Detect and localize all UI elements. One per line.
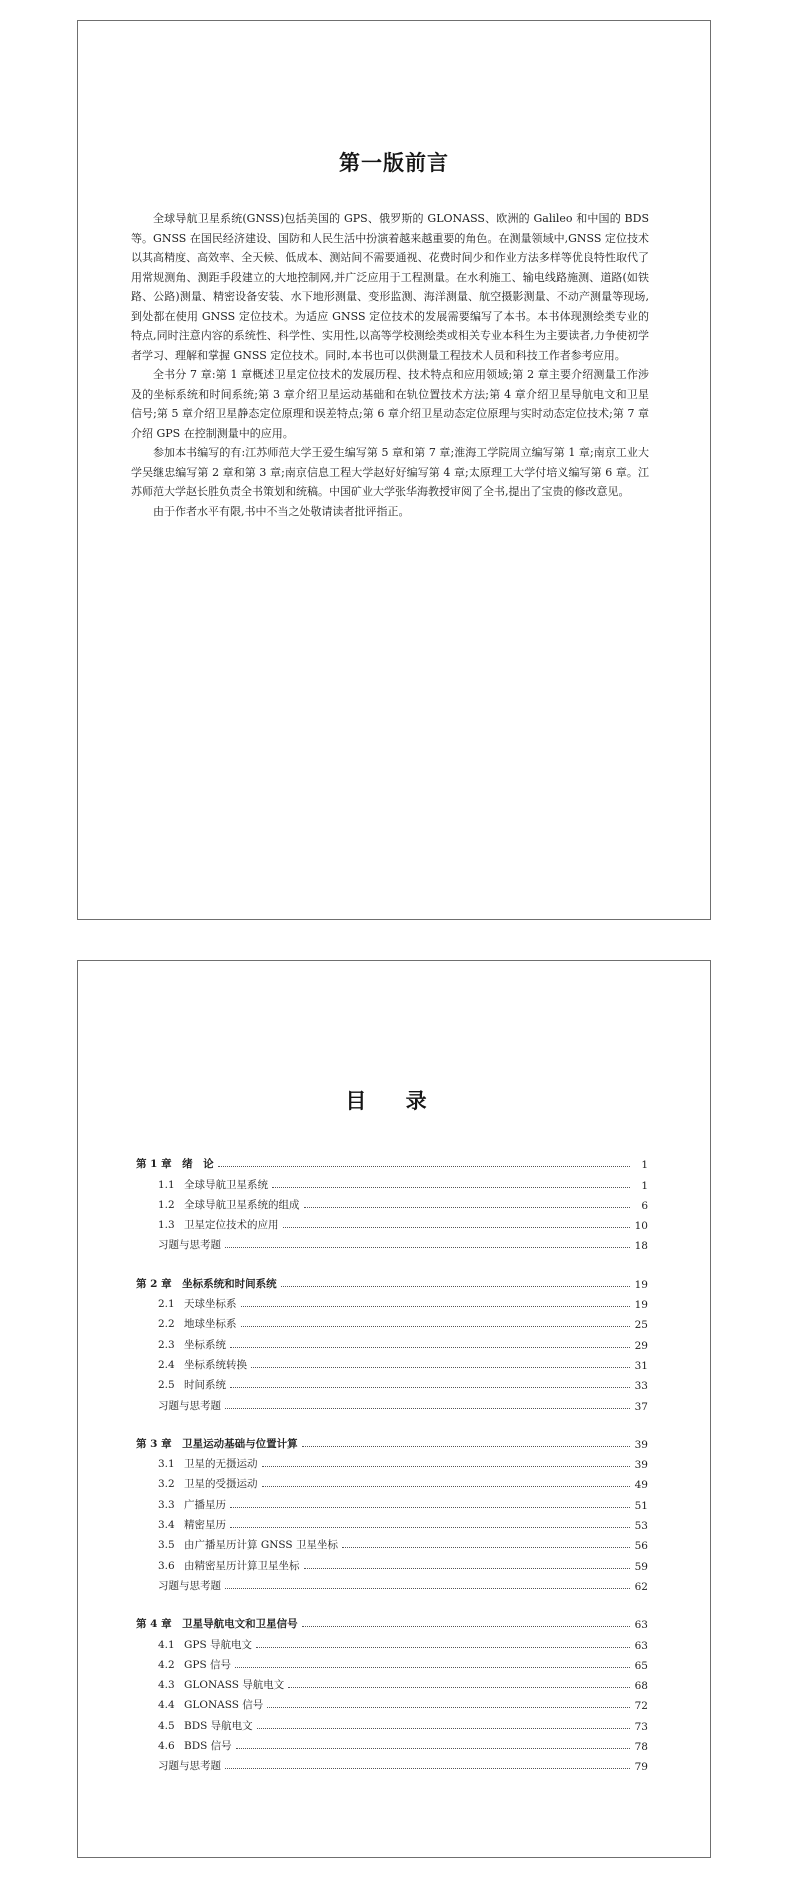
toc-page-number: 62 [634, 1580, 648, 1593]
dot-leader [241, 1325, 631, 1327]
toc-entry-label [158, 1316, 237, 1331]
toc-entry-label [158, 1738, 232, 1753]
toc-section-number: 4.5 [158, 1719, 175, 1732]
toc-list [136, 1151, 648, 1791]
toc-title: 目 录 [345, 1088, 443, 1113]
toc-section-number: 4.1 [158, 1638, 175, 1651]
toc-section-entry[interactable] [136, 1451, 648, 1471]
toc-section-number: 3.6 [158, 1559, 175, 1572]
toc-entry-label [158, 1177, 268, 1192]
toc-entry-label [158, 1217, 279, 1232]
toc-entry-label [158, 1578, 221, 1593]
toc-page-number: 19 [634, 1278, 648, 1291]
toc-page-number: 39 [634, 1459, 648, 1472]
toc-page-number: 63 [634, 1639, 648, 1652]
toc-section-number: 4.2 [158, 1658, 175, 1671]
toc-entry-label [158, 1357, 247, 1372]
toc-section-entry[interactable] [136, 1552, 648, 1572]
toc-page-number: 51 [634, 1499, 648, 1512]
toc-section-number: 3.1 [158, 1458, 175, 1471]
toc-entry-title: GPS 信号 [184, 1658, 231, 1671]
preface-title: 第一版前言 [339, 150, 449, 175]
dot-leader [218, 1165, 630, 1167]
toc-entry-label [158, 1456, 258, 1471]
toc-page-number: 63 [634, 1619, 648, 1632]
toc-page-number: 19 [634, 1299, 648, 1312]
toc-section-number: 3.5 [158, 1539, 175, 1552]
toc-entry-title: 时间系统 [184, 1379, 226, 1392]
toc-page-number: 56 [634, 1540, 648, 1553]
dot-leader [225, 1246, 630, 1248]
toc-page-number: 79 [634, 1761, 648, 1774]
toc-entry-label [158, 1758, 221, 1773]
toc-entry-title: 地球坐标系 [184, 1318, 237, 1331]
toc-page-number: 6 [641, 1199, 648, 1212]
toc-section-entry[interactable] [136, 1733, 648, 1753]
toc-entry-label [158, 1537, 338, 1552]
dot-leader [281, 1285, 630, 1287]
toc-entry-title: 由精密星历计算卫星坐标 [184, 1559, 300, 1572]
toc-page-number: 25 [634, 1319, 648, 1332]
toc-section-number: 3.3 [158, 1498, 175, 1511]
toc-exercise-entry[interactable] [136, 1392, 648, 1412]
toc-page [77, 960, 711, 1858]
toc-page-number: 53 [634, 1520, 648, 1533]
toc-entry-label [158, 1398, 221, 1413]
preface-paragraph: 全书分 7 章:第 1 章概述卫星定位技术的发展历程、技术特点和应用领域;第 2 章主要介绍测量工作涉及的坐标系统和时间系统;第 3 章介绍卫星运动基础和在轨位置技术方法;第 4 章介绍卫星导航电文和卫星信号;第 5 章介绍卫星静态定位原理和误差特点;第 6 章介绍卫星动态定位原理与实时动态定位技术;第 7 章介绍 GPS 在控制测量中的应用。 [131, 368, 649, 440]
toc-page-number: 65 [634, 1659, 648, 1672]
dot-leader [251, 1366, 630, 1368]
toc-section-number: 1.1 [158, 1178, 175, 1191]
toc-entry-title: 习题与思考题 [158, 1399, 221, 1412]
toc-entry-title: 天球坐标系 [184, 1298, 237, 1311]
toc-entry-title: 第 3 章 卫星运动基础与位置计算 [136, 1437, 298, 1450]
dot-leader [230, 1386, 630, 1388]
toc-entry-title: 习题与思考题 [158, 1760, 221, 1773]
toc-chapter-block [136, 1270, 648, 1412]
toc-entry-title: 第 1 章 绪 论 [136, 1158, 214, 1171]
toc-section-entry[interactable] [136, 1712, 648, 1732]
toc-entry-label [158, 1337, 226, 1352]
toc-entry-label [158, 1296, 237, 1311]
dot-leader [230, 1346, 630, 1348]
toc-entry-title: GLONASS 导航电文 [184, 1679, 285, 1692]
toc-entry-title: 全球导航卫星系统 [184, 1178, 268, 1191]
toc-chapter-entry[interactable] [136, 1611, 648, 1631]
preface-paragraph: 参加本书编写的有:江苏师范大学王爱生编写第 5 章和第 7 章;淮海工学院周立编写第 1 章;南京工业大学吴继忠编写第 2 章和第 3 章;南京信息工程大学赵好好编写第 4 章;太原理工大学付培义编写第 6 章。江苏师范大学赵长胜负责全书策划和统稿。中国矿业大学张华海教授审阅了全书,提出了宝贵的修改意见。 [131, 446, 649, 498]
dot-leader [262, 1485, 631, 1487]
toc-entry-label [158, 1657, 231, 1672]
dot-leader [236, 1747, 630, 1749]
toc-section-entry[interactable] [136, 1331, 648, 1351]
toc-page-number: 49 [634, 1479, 648, 1492]
toc-entry-title: 精密星历 [184, 1519, 226, 1532]
toc-entry-label [158, 1377, 226, 1392]
toc-section-number: 3.2 [158, 1478, 175, 1491]
toc-section-number: 2.5 [158, 1379, 175, 1392]
dot-leader [230, 1526, 630, 1528]
toc-page-number: 39 [634, 1438, 648, 1451]
toc-entry-title: 习题与思考题 [158, 1579, 221, 1592]
toc-entry-label [158, 1677, 284, 1692]
toc-chapter-entry[interactable] [136, 1151, 648, 1171]
toc-page-number: 31 [634, 1359, 648, 1372]
dot-leader [225, 1767, 630, 1769]
toc-entry-title: GLONASS 信号 [184, 1699, 264, 1712]
toc-section-entry[interactable] [136, 1311, 648, 1331]
toc-section-entry[interactable] [136, 1471, 648, 1491]
toc-entry-label [158, 1718, 253, 1733]
toc-section-number: 4.4 [158, 1699, 175, 1712]
toc-exercise-entry[interactable] [136, 1573, 648, 1593]
toc-entry-label [158, 1558, 300, 1573]
toc-section-number: 4.3 [158, 1679, 175, 1692]
toc-entry-label [136, 1436, 298, 1451]
preface-paragraph: 全球导航卫星系统(GNSS)包括美国的 GPS、俄罗斯的 GLONASS、欧洲的 Galileo 和中国的 BDS 等。GNSS 在国民经济建设、国防和人民生活中扮演着越来越重要的角色。在测量领域中,GNSS 定位技术以其高精度、高效率、全天候、低成本、测站间不需要通视、花费时间少和作业方法多样等优良特性取代了用常规测角、测距手段建立的大地控制网,并广泛应用于工程测量。在水利施工、输电线路施测、道路(如铁路、公路)测量、精密设备安装、水下地形测量、变形监测、海洋测量、航空摄影测量、不动产测量等现场,到处都在使用 GNSS 定位技术。为适应 GNSS 定位技术的发展需要编写了本书。本书体现测绘类专业的特点,同时注意内容的系统性、科学性、实用性,以高等学校测绘类或相关专业本科生为主要读者,力争使初学者学习、理解和掌握 GNSS 定位技术。同时,本书也可以供测量工程技术人员和科技工作者参考应用。 [131, 212, 649, 362]
toc-section-number: 2.2 [158, 1318, 175, 1331]
toc-page-number: 33 [634, 1380, 648, 1393]
toc-section-entry[interactable] [136, 1291, 648, 1311]
toc-section-entry[interactable] [136, 1512, 648, 1532]
toc-entry-title: 第 4 章 卫星导航电文和卫星信号 [136, 1618, 298, 1631]
dot-leader [302, 1625, 630, 1627]
toc-section-number: 3.4 [158, 1519, 175, 1532]
toc-entry-title: BDS 信号 [184, 1740, 232, 1753]
toc-entry-title: 卫星定位技术的应用 [184, 1219, 279, 1232]
dot-leader [235, 1666, 630, 1668]
dot-leader [267, 1706, 630, 1708]
toc-entry-title: 卫星的无摄运动 [184, 1458, 258, 1471]
toc-entry-label [158, 1476, 258, 1491]
toc-page-number: 59 [634, 1560, 648, 1573]
toc-entry-label [158, 1637, 252, 1652]
preface-body [131, 209, 649, 521]
toc-entry-title: 卫星的受摄运动 [184, 1478, 258, 1491]
dot-leader [288, 1686, 630, 1688]
toc-page-number: 73 [634, 1720, 648, 1733]
toc-section-entry[interactable] [136, 1491, 648, 1511]
toc-section-number: 2.3 [158, 1338, 175, 1351]
dot-leader [302, 1445, 630, 1447]
toc-page-number: 1 [641, 1179, 648, 1192]
toc-entry-label [136, 1156, 214, 1171]
toc-section-entry[interactable] [136, 1171, 648, 1191]
toc-chapter-block [136, 1611, 648, 1773]
toc-page-number: 72 [634, 1700, 648, 1713]
toc-entry-title: 第 2 章 坐标系统和时间系统 [136, 1277, 277, 1290]
toc-entry-title: GPS 导航电文 [184, 1638, 252, 1651]
dot-leader [256, 1646, 630, 1648]
toc-page-number: 1 [641, 1159, 648, 1172]
toc-section-number: 1.2 [158, 1198, 175, 1211]
toc-entry-label [158, 1237, 221, 1252]
toc-chapter-block [136, 1151, 648, 1252]
toc-page-number: 68 [634, 1680, 648, 1693]
toc-entry-title: 坐标系统 [184, 1338, 226, 1351]
toc-section-entry[interactable] [136, 1672, 648, 1692]
dot-leader [241, 1305, 631, 1307]
toc-entry-label [158, 1497, 226, 1512]
toc-section-entry[interactable] [136, 1192, 648, 1212]
dot-leader [272, 1186, 630, 1188]
toc-section-entry[interactable] [136, 1692, 648, 1712]
dot-leader [283, 1226, 631, 1228]
toc-section-entry[interactable] [136, 1212, 648, 1232]
dot-leader [257, 1727, 630, 1729]
toc-chapter-block [136, 1431, 648, 1593]
toc-section-number: 4.6 [158, 1740, 175, 1753]
toc-entry-title: 由广播星历计算 GNSS 卫星坐标 [184, 1539, 338, 1552]
preface-paragraph: 由于作者水平有限,书中不当之处敬请读者批评指正。 [153, 504, 410, 518]
toc-page-number: 18 [634, 1240, 648, 1253]
toc-chapter-entry[interactable] [136, 1270, 648, 1290]
toc-entry-title: BDS 导航电文 [184, 1719, 253, 1732]
dot-leader [304, 1567, 631, 1569]
toc-page-number: 29 [634, 1339, 648, 1352]
dot-leader [225, 1407, 630, 1409]
dot-leader [304, 1206, 631, 1208]
toc-section-entry[interactable] [136, 1532, 648, 1552]
preface-page [77, 20, 711, 920]
toc-page-number: 37 [634, 1400, 648, 1413]
toc-entry-label [158, 1197, 300, 1212]
toc-page-number: 10 [634, 1220, 648, 1233]
toc-page-number: 78 [634, 1741, 648, 1754]
toc-entry-label [158, 1697, 263, 1712]
toc-exercise-entry[interactable] [136, 1753, 648, 1773]
toc-entry-title: 广播星历 [184, 1498, 226, 1511]
toc-section-entry[interactable] [136, 1652, 648, 1672]
toc-exercise-entry[interactable] [136, 1232, 648, 1252]
toc-entry-title: 全球导航卫星系统的组成 [184, 1198, 300, 1211]
toc-entry-title: 坐标系统转换 [184, 1358, 247, 1371]
toc-entry-label [136, 1616, 298, 1631]
toc-section-number: 2.1 [158, 1298, 175, 1311]
toc-section-entry[interactable] [136, 1372, 648, 1392]
toc-section-number: 2.4 [158, 1358, 175, 1371]
toc-entry-label [158, 1517, 226, 1532]
toc-section-number: 1.3 [158, 1219, 175, 1232]
toc-section-entry[interactable] [136, 1631, 648, 1651]
toc-entry-title: 习题与思考题 [158, 1239, 221, 1252]
dot-leader [225, 1587, 630, 1589]
toc-section-entry[interactable] [136, 1352, 648, 1372]
dot-leader [262, 1465, 631, 1467]
toc-chapter-entry[interactable] [136, 1431, 648, 1451]
dot-leader [230, 1506, 630, 1508]
dot-leader [342, 1546, 630, 1548]
toc-entry-label [136, 1276, 277, 1291]
